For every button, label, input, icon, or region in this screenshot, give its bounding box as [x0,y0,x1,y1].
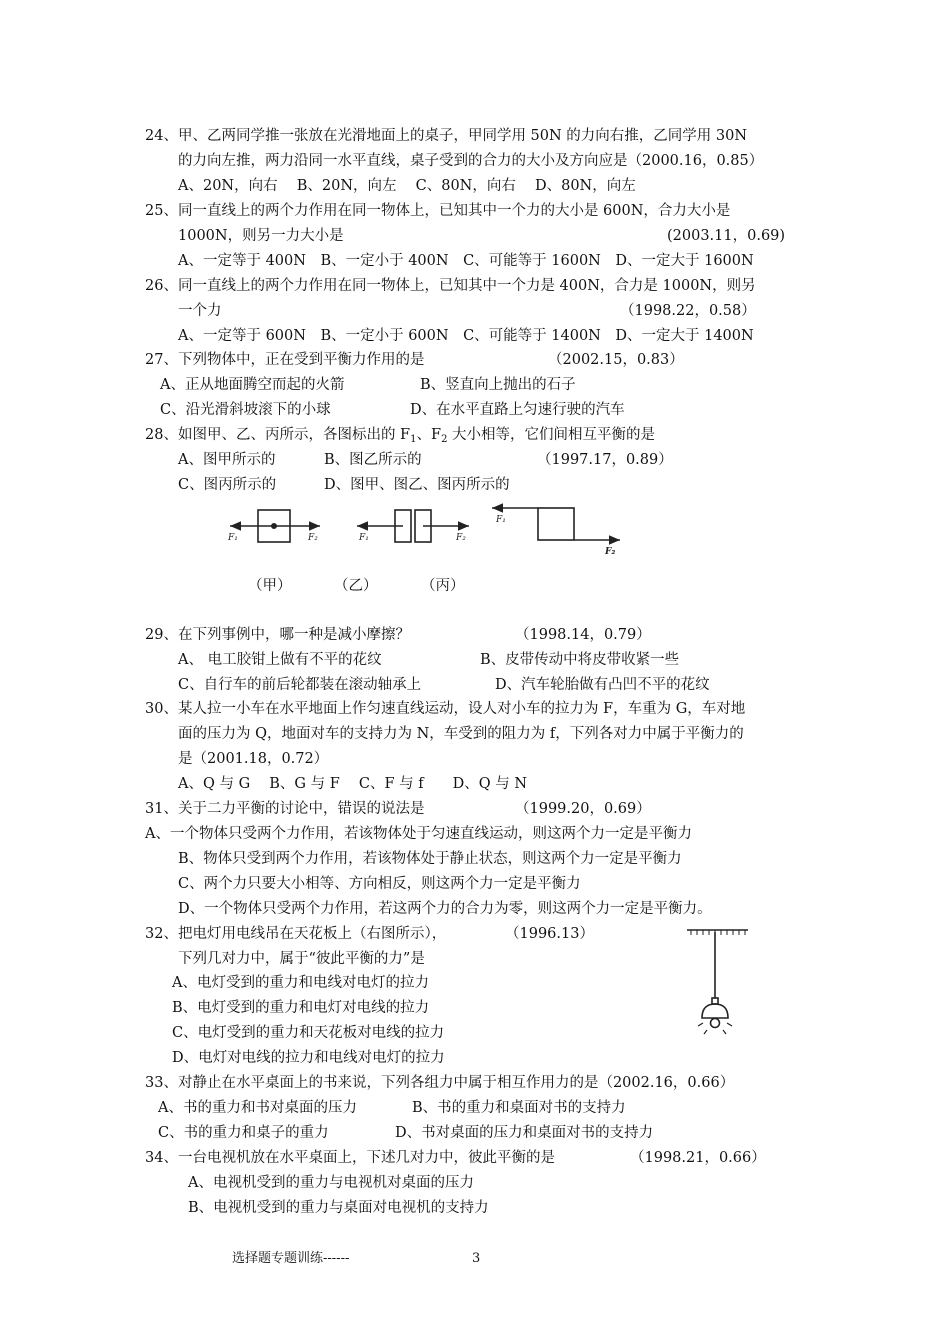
caption-bing: （丙） [421,578,465,594]
q25-source: (2003.11，0.69) [667,228,786,244]
q34-source: （1998.21，0.66） [630,1150,766,1166]
q33-option-d: D、书对桌面的压力和桌面对书的支持力 [395,1125,654,1141]
q28-option-c: C、图丙所示的 [178,477,277,493]
q28-option-b: B、图乙所示的 [324,452,422,468]
q29-source: （1998.14，0.79） [515,627,651,643]
box-bing [538,508,574,540]
q30-line3: 是（2001.18，0.72） [178,751,329,767]
q27-option-b: B、竖直向上抛出的石子 [420,377,576,393]
label-f1-yi: F₁ [359,533,369,543]
hanging-lamp-figure [685,924,750,1036]
q26-options: A、一定等于 600N B、一定小于 600N C、可能等于 1400N D、一定大于 1400N [178,328,754,344]
q29-option-d: D、汽车轮胎做有凸凹不平的花纹 [495,677,710,693]
q27-option-a: A、正从地面腾空而起的火箭 [160,377,345,393]
q34-option-b: B、电视机受到的重力与桌面对电视机的支持力 [188,1200,489,1216]
q31-option-a: A、一个物体只受两个力作用，若该物体处于匀速直线运动，则这两个力一定是平衡力 [145,826,692,842]
q32-source: （1996.13） [505,926,594,942]
diagram-yi [357,510,469,542]
q28-stem: 28、如图甲、乙、丙所示，各图标出的 $F_1$、$F_2$ 大小相等，它们间相互平衡的是 [145,427,656,445]
q30-line2: 面的压力为 Q，地面对车的支持力为 N，车受到的阻力为 f，下列各对力中属于平衡力的 [178,726,744,742]
q32-line2: 下列几对力中，属于“彼此平衡的力”是 [178,951,425,967]
q30-line1: 30、某人拉一小车在水平地面上作匀速直线运动，设人对小车的拉力为 F，车重为 G，车对地 [145,701,746,717]
q31-option-c: C、两个力只要大小相等、方向相反，则这两个力一定是平衡力 [178,876,581,892]
q24-line2: 的力向左推，两力沿同一水平直线，桌子受到的合力的大小及方向应是（2000.16，0.85） [178,153,764,169]
q32-option-d: D、电灯对电线的拉力和电线对电灯的拉力 [172,1050,445,1066]
footer-title: 选择题专题训练------ [232,1251,350,1266]
q32-option-a: A、电灯受到的重力和电线对电灯的拉力 [172,975,429,991]
q26-source: （1998.22，0.58） [620,303,756,319]
q33-stem: 33、对静止在水平桌面上的书来说，下列各组力中属于相互作用力的是（2002.16，0.66） [145,1075,735,1091]
q31-source: （1999.20，0.69） [515,801,651,817]
q33-option-a: A、书的重力和书对桌面的压力 [158,1100,357,1116]
q27-source: （2002.15，0.83） [548,352,684,368]
q26-line2: 一个力 [178,303,222,319]
q34-stem: 34、一台电视机放在水平桌面上，下述几对力中，彼此平衡的是 [145,1150,555,1166]
q27-stem: 27、下列物体中，正在受到平衡力作用的是 [145,352,425,368]
label-f1-bing: F₁ [496,515,506,525]
q26-line1: 26、同一直线上的两个力作用在同一物体上，已知其中一个力是 400N，合力是 1000N，则另 [145,278,756,294]
q31-option-b: B、物体只受到两个力作用，若该物体处于静止状态，则这两个力一定是平衡力 [178,851,682,867]
q32-option-c: C、电灯受到的重力和天花板对电线的拉力 [172,1025,445,1041]
q29-option-a: A、 电工胶钳上做有不平的花纹 [178,652,382,668]
q34-option-a: A、电视机受到的重力与电视机对桌面的压力 [188,1175,474,1191]
q27-option-c: C、沿光滑斜坡滚下的小球 [160,402,331,418]
caption-yi: （乙） [334,578,378,594]
q28-option-d: D、图甲、图乙、图丙所示的 [324,477,510,493]
q29-option-c: C、自行车的前后轮都装在滚动轴承上 [178,677,422,693]
q24-line1: 24、甲、乙两同学推一张放在光滑地面上的桌子，甲同学用 50N 的力向右推，乙同学用 30N [145,128,748,144]
q31-stem: 31、关于二力平衡的讨论中，错误的说法是 [145,801,425,817]
q33-option-b: B、书的重力和桌面对书的支持力 [412,1100,626,1116]
q30-options: A、Q 与 G B、G 与 F C、F 与 f D、Q 与 N [178,776,528,792]
q32-line1: 32、把电灯用电线吊在天花板上（右图所示）， [145,926,447,942]
q32-option-b: B、电灯受到的重力和电灯对电线的拉力 [172,1000,430,1016]
q28-source: （1997.17，0.89） [537,452,673,468]
label-f2-yi: F₂ [456,533,466,543]
diagram-bing [492,508,620,540]
lamp-bulb [711,1019,720,1028]
label-f2-bing: F₂ [605,547,616,557]
q33-option-c: C、书的重力和桌子的重力 [158,1125,329,1141]
q29-stem: 29、在下列事例中，哪一种是减小摩擦？ [145,627,410,643]
label-f1-jia: F₁ [228,533,238,543]
lamp-socket [712,998,718,1004]
caption-jia: （甲） [248,578,292,594]
q27-option-d: D、在水平直路上匀速行驶的汽车 [410,402,625,418]
q25-options: A、一定等于 400N B、一定小于 400N C、可能等于 1600N D、一定大于 1600N [178,253,754,269]
q29-option-b: B、皮带传动中将皮带收紧一些 [480,652,680,668]
q24-options: A、20N，向右 B、20N，向左 C、80N，向右 D、80N，向左 [178,178,636,194]
q25-line1: 25、同一直线上的两个力作用在同一物体上，已知其中一个力的大小是 600N，合力大小是 [145,203,731,219]
diagram-jia [230,510,320,542]
q28-option-a: A、图甲所示的 [178,452,276,468]
page-number: 3 [472,1251,481,1266]
point-jia [272,524,276,528]
force-diagrams-figure [220,500,630,565]
q25-line2: 1000N，则另一力大小是 [178,228,344,244]
lamp-shade [702,1004,728,1018]
label-f2-jia: F₂ [308,533,318,543]
q31-option-d: D、一个物体只受两个力作用，若这两个力的合力为零，则这两个力一定是平衡力。 [178,901,712,917]
